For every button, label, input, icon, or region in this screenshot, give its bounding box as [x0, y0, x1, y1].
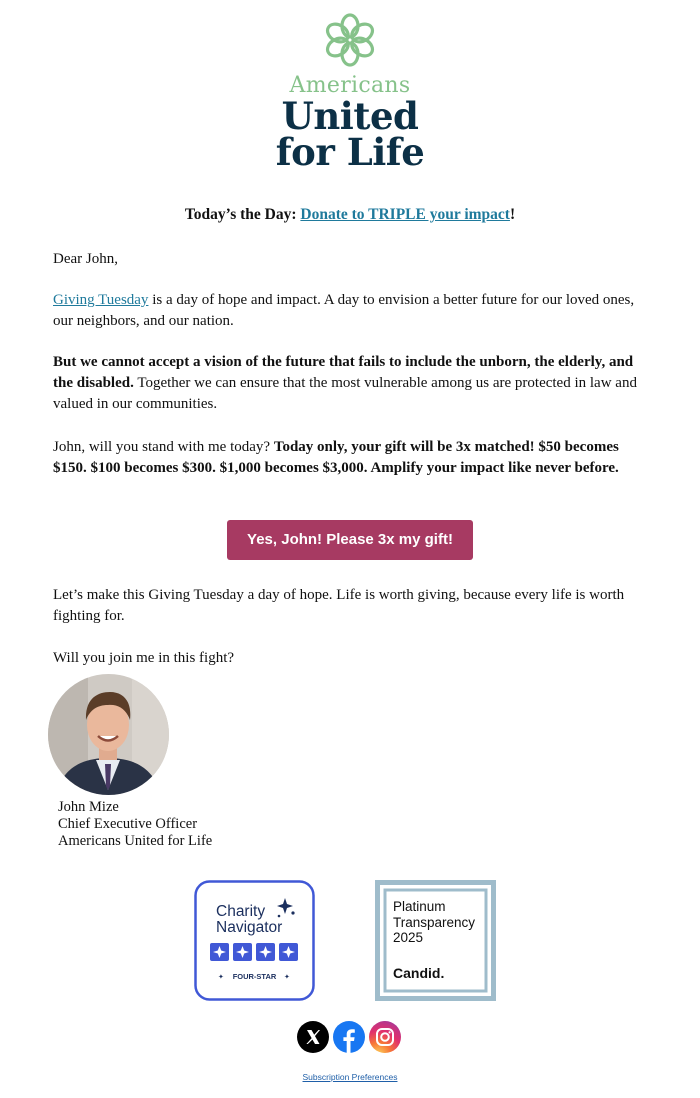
paragraph-vision-bold: But we cannot accept a vision of the future that fails to include the unborn, the elderly, and the disabled. — [53, 354, 634, 391]
candid-line1: Platinum — [393, 899, 446, 914]
paragraph-match — [53, 437, 653, 479]
donate-link[interactable]: Donate to TRIPLE your impact — [300, 206, 510, 223]
headline-prefix: Today’s the Day: — [184, 206, 301, 223]
x-social-link[interactable] — [297, 1021, 329, 1053]
paragraph-vision-text: Together we can ensure that the most vulnerable among us are protected in law and valued in our communities. — [53, 375, 637, 412]
logo-text-americans: Americans — [289, 73, 411, 98]
charity-navigator-badge-graphic — [194, 880, 315, 1001]
facebook-icon — [333, 1021, 365, 1053]
donate-button[interactable]: Yes, John! Please 3x my gift! — [227, 520, 473, 560]
paragraph-giving-tuesday — [53, 290, 653, 332]
paragraph-join: Will you join me in this fight? — [53, 650, 235, 666]
candid-line2: Transparency — [393, 914, 476, 930]
ceo-photo — [48, 674, 169, 795]
logo-text-for-life: for Life — [275, 130, 425, 174]
logo-text-united: United — [281, 94, 419, 138]
signature-org: Americans United for Life — [58, 833, 213, 849]
signature-name: John Mize — [58, 799, 119, 815]
giving-tuesday-link[interactable]: Giving Tuesday — [53, 292, 149, 308]
charity-navigator-line2: Navigator — [216, 919, 283, 936]
charity-navigator-line1: Charity — [216, 903, 266, 920]
facebook-social-link[interactable] — [333, 1021, 365, 1053]
charity-navigator-rating: FOUR-STAR — [232, 972, 277, 981]
candid-line3: 2025 — [393, 930, 424, 945]
instagram-social-link[interactable] — [369, 1021, 401, 1053]
paragraph-match-text: John, will you stand with me today? — [53, 439, 274, 455]
paragraph-giving-tuesday-text: is a day of hope and impact. A day to envision a better future for our loved ones, our neighbors, and our nation. — [53, 292, 635, 329]
headline-suffix: ! — [509, 206, 516, 223]
headline — [0, 206, 700, 224]
candid-badge[interactable] — [375, 880, 496, 1001]
candid-text — [393, 899, 475, 946]
paragraph-hope: Let’s make this Giving Tuesday a day of hope. Life is worth giving, because every life is worth fighting for. — [53, 587, 625, 624]
paragraph-match-bold: Today only, your gift will be 3x matched! $50 becomes $150. $100 becomes $300. $1,000 becomes $3,000. Amplify your impact like never before. — [53, 439, 619, 476]
paragraph-vision — [53, 352, 653, 415]
subscription-preferences-link[interactable]: Subscription Preferences — [302, 1072, 398, 1082]
logo — [0, 10, 700, 174]
charity-navigator-badge[interactable] — [194, 880, 315, 1001]
x-icon — [297, 1021, 329, 1053]
greeting: Dear John, — [53, 251, 118, 267]
flower-logo-icon — [320, 10, 380, 70]
instagram-icon — [369, 1021, 401, 1053]
footer — [0, 1072, 700, 1082]
candid-brand: Candid. — [393, 965, 445, 981]
signature-block — [58, 799, 212, 850]
ceo-portrait-image — [48, 674, 169, 795]
small-star-icon-left: ✦ — [218, 973, 224, 981]
small-star-icon-right: ✦ — [284, 973, 290, 981]
signature-title: Chief Executive Officer — [58, 816, 198, 832]
